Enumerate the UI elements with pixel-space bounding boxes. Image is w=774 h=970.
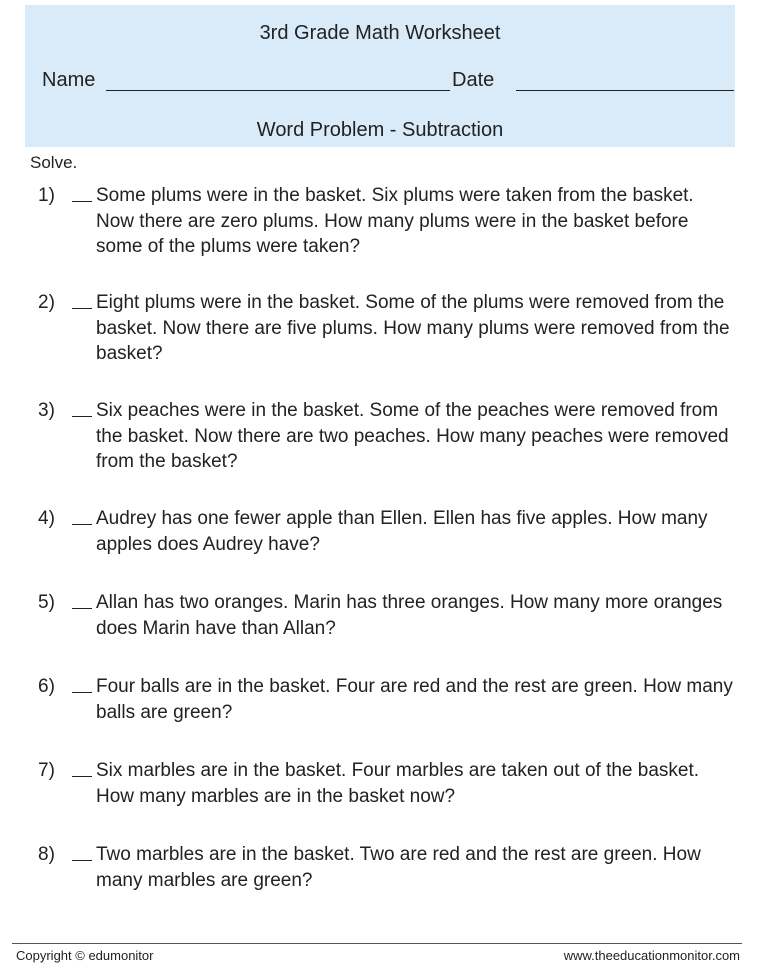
- problem-text: Two marbles are in the basket. Two are red and the rest are green. How many marbles are green?: [96, 844, 701, 891]
- instruction-text: Solve.: [30, 153, 78, 172]
- problem-8: [38, 842, 738, 922]
- problem-3: [38, 398, 738, 478]
- worksheet-subtitle: Word Problem - Subtraction: [256, 119, 504, 141]
- problem-number: 3): [38, 400, 55, 421]
- problem-number: 7): [38, 760, 55, 781]
- problem-number: 4): [38, 508, 55, 529]
- date-label: Date: [452, 69, 495, 91]
- problem-text: Allan has two oranges. Marin has three oranges. How many more oranges does Marin have than Allan?: [96, 592, 723, 639]
- name-label: Name: [42, 69, 96, 91]
- answer-blank[interactable]: [72, 860, 92, 861]
- problem-number: 5): [38, 592, 55, 613]
- problem-text: Four balls are in the basket. Four are red and the rest are green. How many balls are green?: [96, 676, 733, 723]
- answer-blank[interactable]: [72, 201, 92, 202]
- problem-7: [38, 758, 738, 838]
- worksheet-title: 3rd Grade Math Worksheet: [259, 22, 501, 44]
- answer-blank[interactable]: [72, 308, 92, 309]
- name-date-row: [42, 69, 722, 97]
- answer-blank[interactable]: [72, 608, 92, 609]
- answer-blank[interactable]: [72, 692, 92, 693]
- worksheet-header: [25, 5, 735, 147]
- problem-5: [38, 590, 738, 670]
- problem-4: [38, 506, 738, 586]
- problem-number: 1): [38, 185, 55, 206]
- answer-blank[interactable]: [72, 776, 92, 777]
- problem-text: Some plums were in the basket. Six plums were taken from the basket. Now there are zero plums. How many plums were in the basket before some of the plums were taken?: [96, 185, 694, 257]
- problem-text: Six marbles are in the basket. Four marbles are taken out of the basket. How many marbles are in the basket now?: [96, 760, 700, 807]
- footer-divider: [12, 943, 742, 944]
- problem-number: 2): [38, 292, 55, 313]
- date-field-line[interactable]: [516, 90, 734, 91]
- answer-blank[interactable]: [72, 416, 92, 417]
- problem-2: [38, 290, 738, 370]
- website-url: www.theeducationmonitor.com: [563, 948, 740, 963]
- problem-6: [38, 674, 738, 754]
- problem-text: Audrey has one fewer apple than Ellen. Ellen has five apples. How many apples does Audrey have?: [96, 508, 708, 555]
- copyright-text: Copyright © edumonitor: [16, 948, 154, 963]
- problem-text: Six peaches were in the basket. Some of the peaches were removed from the basket. Now there are two peaches. How many peaches were removed from the basket?: [96, 400, 729, 472]
- answer-blank[interactable]: [72, 524, 92, 525]
- problem-text: Eight plums were in the basket. Some of the plums were removed from the basket. Now there are five plums. How many plums were removed from the basket?: [96, 292, 730, 364]
- name-field-line[interactable]: [106, 90, 450, 91]
- problem-1: [38, 183, 738, 263]
- problem-number: 8): [38, 844, 55, 865]
- problem-number: 6): [38, 676, 55, 697]
